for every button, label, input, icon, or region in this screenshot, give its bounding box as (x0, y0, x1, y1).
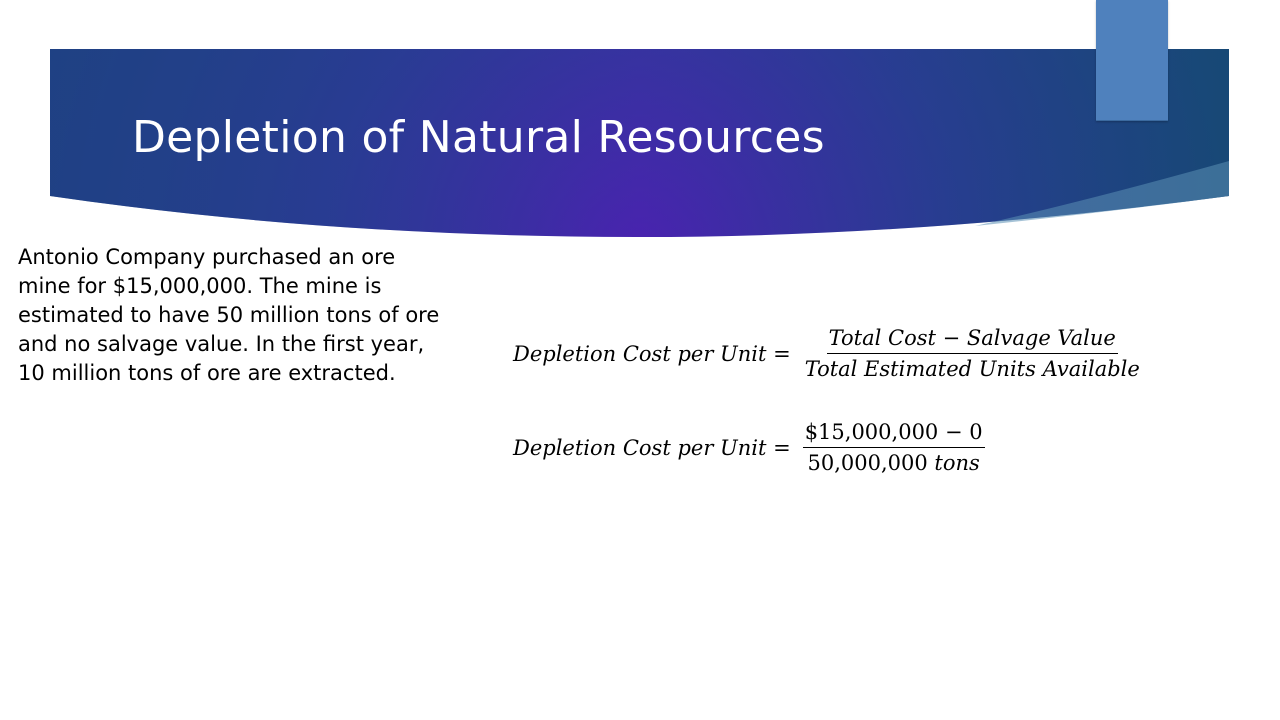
depletion-formula (513, 326, 1142, 381)
minus-sign: − (935, 326, 967, 350)
applied-formula (513, 420, 985, 475)
formula-fraction (803, 326, 1142, 381)
applied-fraction (803, 420, 985, 475)
denominator-unit: tons (934, 451, 980, 475)
problem-text: Antonio Company purchased an ore mine for $15,000,000. The mine is estimated to have 50 million tons of ore and no salvage value. In the first year, 10 million tons of ore are extracted. (18, 245, 440, 385)
formula-numerator (827, 326, 1118, 354)
applied-lhs: Depletion Cost per Unit = (513, 435, 791, 460)
applied-denominator (805, 448, 981, 475)
formula-lhs: Depletion Cost per Unit = (513, 341, 791, 366)
numerator-salvage-zero: 0 (969, 420, 983, 444)
numerator-cost-value: $15,000,000 (804, 420, 939, 444)
slide-title: Depletion of Natural Resources (132, 112, 825, 163)
minus-sign: − (938, 420, 970, 444)
applied-numerator (803, 420, 985, 448)
accent-tab (1096, 0, 1168, 121)
numerator-total-cost: Total Cost (828, 326, 936, 350)
numerator-salvage-value: Salvage Value (966, 326, 1116, 350)
denominator-value: 50,000,000 (807, 451, 928, 475)
formula-denominator: Total Estimated Units Available (804, 357, 1140, 381)
